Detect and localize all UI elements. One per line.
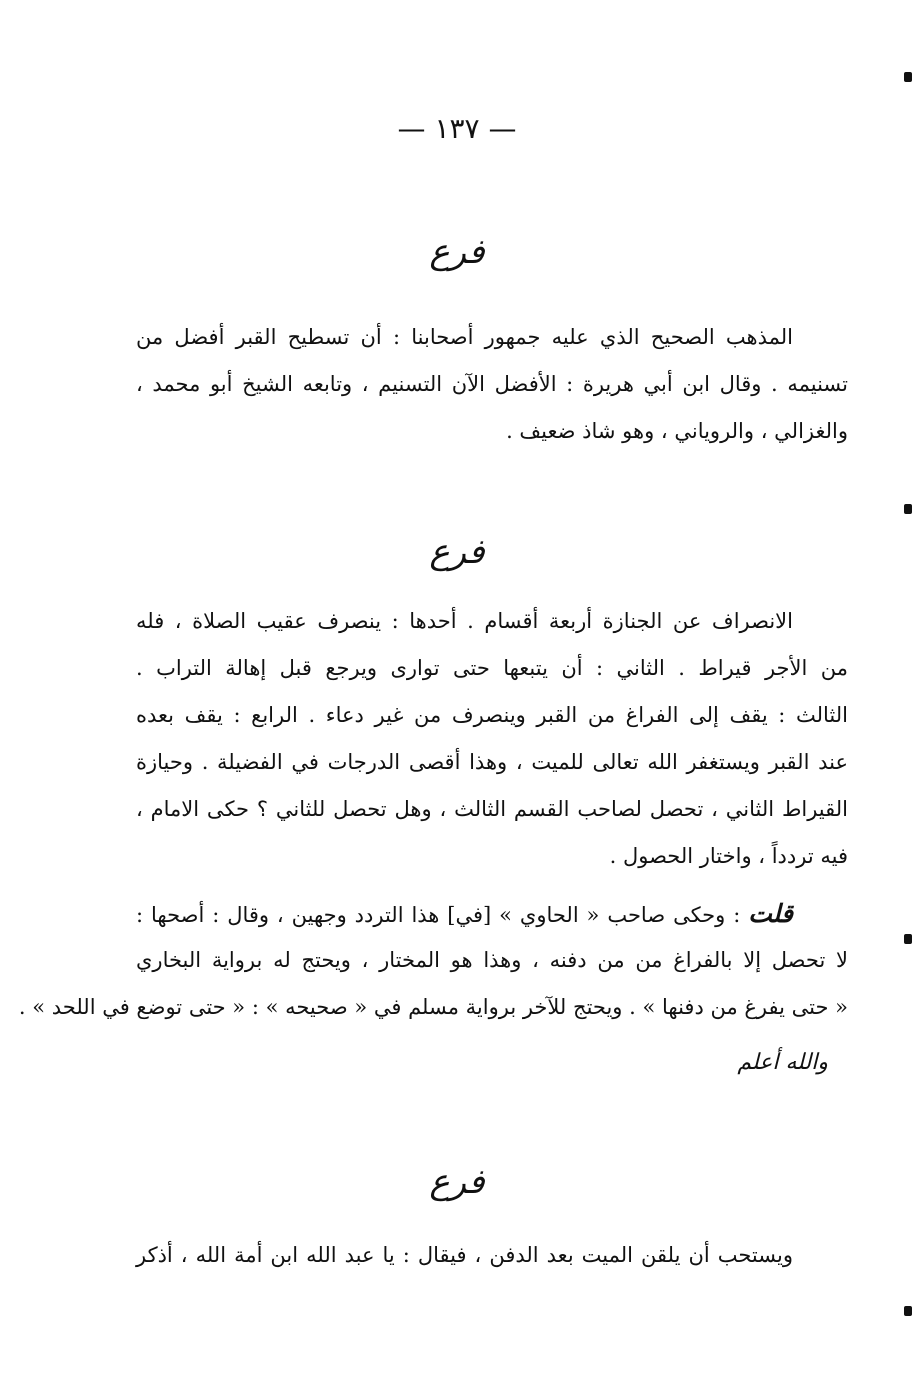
section-heading-1: فرع — [429, 232, 485, 272]
section-heading-3: فرع — [429, 1162, 485, 1202]
text-line: القيراط الثاني ، تحصل لصاحب القسم الثالث ، وهل تحصل للثاني ؟ حكى الامام ، — [136, 797, 848, 821]
text-line: عند القبر ويستغفر الله تعالى للميت ، وهذا أقصى الدرجات في الفضيلة . وحيازة — [136, 750, 848, 774]
margin-mark — [904, 1306, 912, 1316]
text-line: من الأجر قيراط . الثاني : أن يتبعها حتى توارى ويرجع قبل إهالة التراب . — [136, 656, 848, 680]
qulna-line-text: : وحكى صاحب « الحاوي » [في] هذا التردد وجهين ، وقال : أصحها : — [136, 903, 741, 927]
text-line: تسنيمه . وقال ابن أبي هريرة : الأفضل الآن التسنيم ، وتابعه الشيخ أبو محمد ، — [136, 372, 848, 396]
text-line: الانصراف عن الجنازة أربعة أقسام . أحدها : ينصرف عقيب الصلاة ، فله — [136, 609, 793, 633]
text-line: « حتى يفرغ من دفنها » . ويحتج للآخر برواية مسلم في « صحيحه » : « حتى توضع في اللحد » . — [18, 995, 848, 1019]
text-line: لا تحصل إلا بالفراغ من من دفنه ، وهذا هو المختار ، ويحتج له برواية البخاري — [136, 948, 848, 972]
margin-mark — [904, 934, 912, 944]
margin-mark — [904, 504, 912, 514]
margin-mark — [904, 72, 912, 82]
qulna-paragraph — [18, 890, 848, 1031]
text-line: ويستحب أن يلقن الميت بعد الدفن ، فيقال : يا عبد الله ابن أمة الله ، أذكر — [136, 1243, 793, 1267]
section-heading-2: فرع — [429, 532, 485, 572]
text-line — [136, 890, 848, 937]
qulna-label: قلت — [748, 899, 793, 928]
section-3-paragraph — [136, 1232, 848, 1279]
text-line: فيه تردداً ، واختار الحصول . — [609, 844, 848, 868]
section-1-paragraph — [136, 314, 848, 455]
text-line: والغزالي ، والروياني ، وهو شاذ ضعيف . — [506, 419, 848, 443]
closing-formula: والله أعلم — [737, 1050, 828, 1075]
section-2-paragraph — [136, 598, 848, 880]
text-line: الثالث : يقف إلى الفراغ من القبر وينصرف من غير دعاء . الرابع : يقف بعده — [136, 703, 848, 727]
text-line: المذهب الصحيح الذي عليه جمهور أصحابنا : أن تسطيح القبر أفضل من — [136, 325, 793, 349]
page-number: — ١٣٧ — — [397, 112, 517, 145]
